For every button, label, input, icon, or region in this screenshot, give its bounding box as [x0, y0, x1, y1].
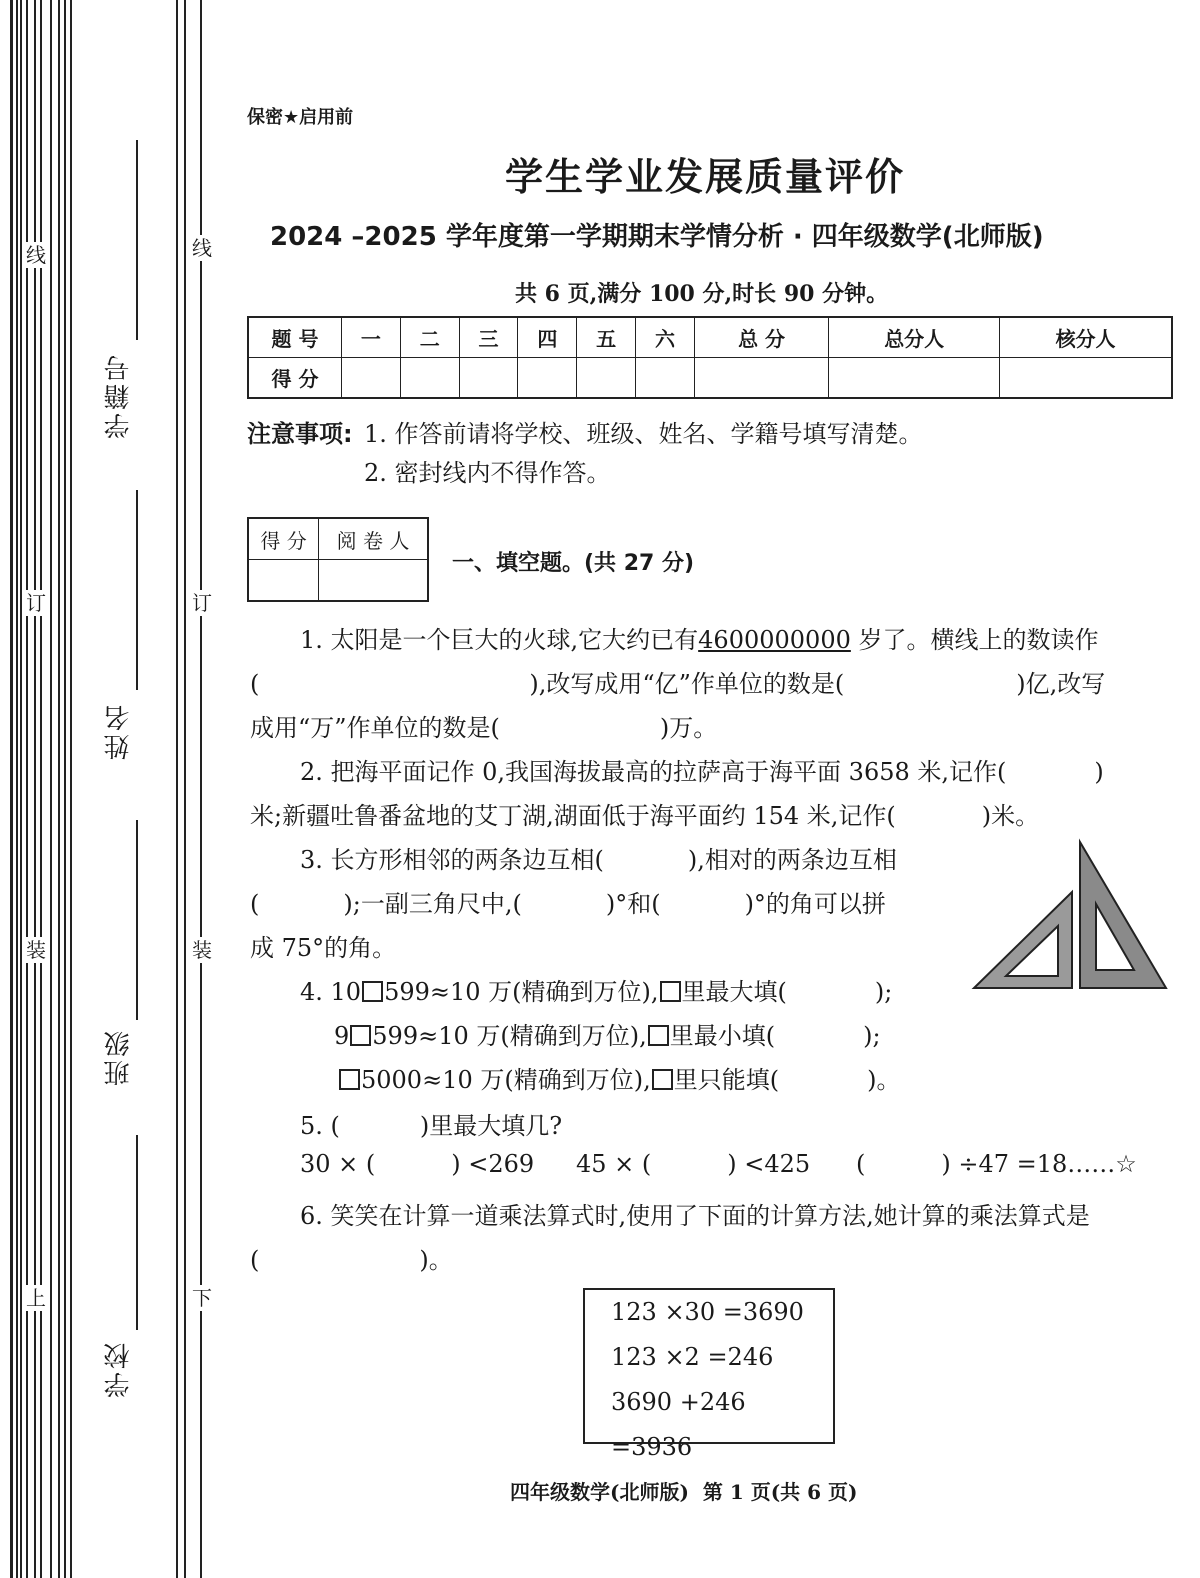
q4-text-c: 里最大填(	[681, 978, 787, 1006]
grader-table	[247, 517, 429, 602]
school-label: 学校	[104, 1340, 134, 1398]
grader-name-label: 阅 卷 人	[319, 518, 428, 560]
q5-line1	[300, 1106, 562, 1141]
grader-score-cell[interactable]	[248, 560, 319, 602]
binding-char-xia-inner: 下	[192, 1286, 212, 1310]
box-icon	[660, 981, 681, 1002]
student-id-label: 学籍号	[104, 352, 134, 439]
header-question-no: 题 号	[248, 317, 342, 358]
score-cell[interactable]	[518, 358, 577, 399]
q3-line3: 成 75°的角。	[250, 934, 397, 962]
q3-text-d: );一副三角尺中,(	[343, 890, 522, 918]
q4-text-j: 里只能填(	[673, 1066, 780, 1094]
q1-line3	[250, 708, 717, 743]
q6-paren-close: )。	[419, 1246, 453, 1274]
header-section-2: 二	[400, 317, 459, 358]
box-icon	[339, 1069, 360, 1090]
q2-line1	[300, 752, 1104, 787]
header-total: 总 分	[694, 317, 828, 358]
q2-text-b: )	[1094, 758, 1104, 786]
name-line[interactable]	[136, 490, 138, 690]
q3-text-b: ),相对的两条边互相	[687, 846, 897, 874]
binding-char-ding-inner: 订	[192, 591, 212, 615]
q3-line1	[300, 840, 897, 875]
q5-e2-b: ) <425	[727, 1150, 811, 1178]
q5-text-b: )里最大填几?	[419, 1112, 563, 1140]
q4-line2	[334, 1016, 881, 1051]
q1-line1	[300, 620, 1099, 655]
q5-e3-b: ) ÷47 =18……☆	[941, 1150, 1137, 1178]
q3-text-e: )°和(	[605, 890, 661, 918]
q5-e1-a: 30 × (	[300, 1150, 376, 1178]
q2-line2	[250, 796, 1039, 831]
calc-line-2: 123 ×2 =246	[611, 1343, 774, 1371]
score-cell[interactable]	[636, 358, 695, 399]
notes-label: 注意事项:	[247, 420, 353, 448]
q5-expr-2	[576, 1150, 810, 1178]
header-section-6: 六	[636, 317, 695, 358]
page-title: 学生学业发展质量评价	[505, 155, 906, 199]
header-total-scorer: 总分人	[829, 317, 1000, 358]
q1-text-a: 1. 太阳是一个巨大的火球,它大约已有	[300, 626, 699, 654]
binding-char-zhuang-inner: 装	[192, 938, 212, 962]
q1-text-b: 岁了。横线上的数读作	[858, 626, 1099, 654]
header-reviewer: 核分人	[1000, 317, 1172, 358]
q5-e1-b: ) <269	[451, 1150, 535, 1178]
q2-text-c: 米;新疆吐鲁番盆地的艾丁湖,湖面低于海平面约 154 米,记作(	[250, 802, 896, 830]
binding-char-ding-outer: 订	[26, 591, 46, 615]
grader-score-label: 得 分	[248, 518, 319, 560]
calc-line-3: 3690 +246 =3936	[611, 1388, 746, 1461]
binding-char-xian-inner: 线	[192, 236, 212, 260]
q1-text-d: )亿,改写	[1016, 670, 1106, 698]
header-section-5: 五	[577, 317, 636, 358]
q1-text-c: ),改写成用“亿”作单位的数是(	[529, 670, 845, 698]
q1-text-e: 成用“万”作单位的数是(	[250, 714, 500, 742]
q4-text-g: 里最小填(	[669, 1022, 776, 1050]
calculation-box	[583, 1288, 835, 1461]
score-cell[interactable]	[577, 358, 636, 399]
q5-e3-a: (	[856, 1150, 866, 1178]
q4-text-i: 5000≈10 万(精确到万位),	[361, 1066, 651, 1094]
q4-text-f: 599≈10 万(精确到万位),	[372, 1022, 647, 1050]
q6-paren-open: (	[250, 1246, 260, 1274]
q4-text-e: 9	[334, 1022, 350, 1050]
q1-text-f: )万。	[659, 714, 718, 742]
binding-char-shang-outer: 上	[26, 1286, 46, 1310]
q4-text-d: );	[874, 978, 893, 1006]
score-table-header-row	[248, 317, 1172, 358]
score-table	[247, 316, 1173, 399]
school-line[interactable]	[136, 1135, 138, 1330]
class-line[interactable]	[136, 820, 138, 1020]
calc-line-1: 123 ×30 =3690	[611, 1298, 804, 1326]
q4-text-a: 4. 10	[300, 978, 362, 1006]
q1-number: 4600000000	[698, 626, 851, 654]
student-id-line[interactable]	[136, 140, 138, 340]
q1-paren-open: (	[250, 670, 260, 698]
q4-text-h: );	[863, 1022, 881, 1050]
q1-line2	[250, 664, 1105, 699]
q2-text-a: 2. 把海平面记作 0,我国海拔最高的拉萨高于海平面 3658 米,记作(	[300, 758, 1007, 786]
page-footer: 四年级数学(北师版) 第 1 页(共 6 页)	[510, 1480, 858, 1504]
triangle-rulers-illustration	[968, 838, 1172, 996]
q4-text-b: 599≈10 万(精确到万位),	[384, 978, 659, 1006]
q5-expr-1	[300, 1150, 534, 1178]
score-cell[interactable]	[829, 358, 1000, 399]
score-cell[interactable]	[1000, 358, 1172, 399]
section-title: 一、填空题。(共 27 分)	[452, 551, 695, 576]
score-cell[interactable]	[342, 358, 401, 399]
q3-text-f: )°的角可以拼	[744, 890, 886, 918]
q5-text-a: 5. (	[300, 1112, 340, 1140]
box-icon	[350, 1025, 371, 1046]
score-cell[interactable]	[459, 358, 518, 399]
header-section-4: 四	[518, 317, 577, 358]
q6-line2	[250, 1240, 453, 1275]
header-section-1: 一	[342, 317, 401, 358]
score-table-score-row	[248, 358, 1172, 399]
score-cell[interactable]	[694, 358, 828, 399]
exam-info: 共 6 页,满分 100 分,时长 90 分钟。	[515, 281, 889, 307]
box-icon	[652, 1069, 673, 1090]
notes-item-2: 2. 密封线内不得作答。	[364, 459, 611, 487]
box-icon	[362, 981, 383, 1002]
triangle-ruler-45	[974, 892, 1072, 988]
q5-expr-3	[856, 1150, 1137, 1178]
grader-name-cell[interactable]	[319, 560, 428, 602]
q4-line3	[338, 1060, 900, 1095]
score-cell[interactable]	[400, 358, 459, 399]
q3-text-c: (	[250, 890, 260, 918]
q2-text-d: )米。	[981, 802, 1040, 830]
q4-text-k: )。	[867, 1066, 901, 1094]
box-icon	[648, 1025, 669, 1046]
name-label: 姓名	[104, 702, 134, 760]
q4-line1	[300, 972, 892, 1007]
header-section-3: 三	[459, 317, 518, 358]
q3-line2	[250, 884, 886, 919]
notes-item-1: 1. 作答前请将学校、班级、姓名、学籍号填写清楚。	[364, 420, 923, 448]
triangle-ruler-30-60	[1080, 842, 1166, 988]
q5-e2-a: 45 × (	[576, 1150, 652, 1178]
page-subtitle: 2024 –2025 学年度第一学期期末学情分析 · 四年级数学(北师版)	[270, 222, 1044, 252]
q6-line1: 6. 笑笑在计算一道乘法算式时,使用了下面的计算方法,她计算的乘法算式是	[300, 1202, 1090, 1230]
row-label-score: 得 分	[248, 358, 342, 399]
binding-char-zhuang-outer: 装	[26, 938, 46, 962]
class-label: 班级	[104, 1028, 134, 1086]
binding-char-xian-outer: 线	[26, 243, 46, 267]
q3-text-a: 3. 长方形相邻的两条边互相(	[300, 846, 604, 874]
confidential-mark: 保密★启用前	[247, 107, 354, 128]
